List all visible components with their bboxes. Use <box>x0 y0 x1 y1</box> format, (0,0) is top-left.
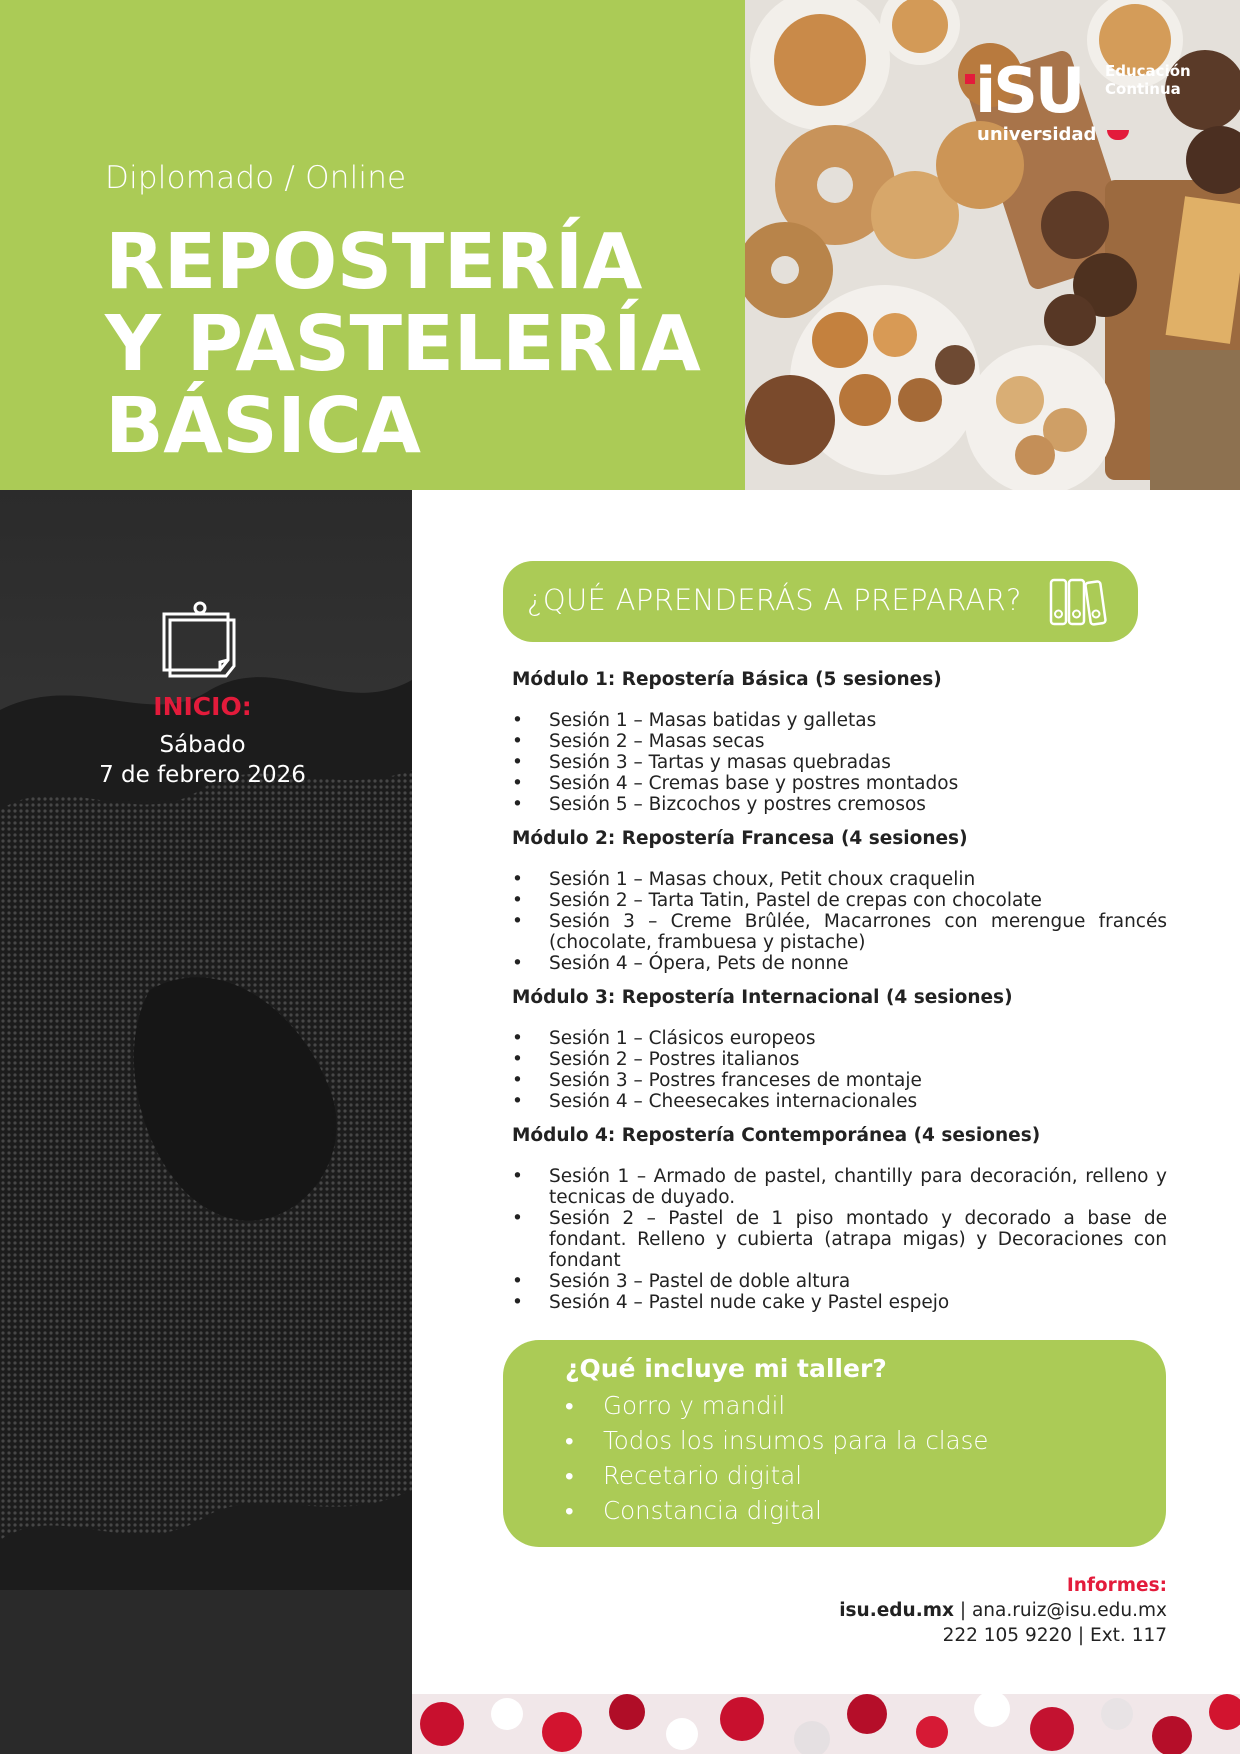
session-item: • Sesión 2 – Postres italianos <box>512 1049 1167 1070</box>
red-velvet-illustration <box>412 1694 1240 1754</box>
calendar-icon <box>160 600 242 680</box>
contact-separator: | <box>953 1600 972 1621</box>
session-item: • Sesión 1 – Armado de pastel, chantilly para decoración, relleno y tecnicas de duyado. <box>512 1166 1167 1208</box>
session-item: • Sesión 4 – Ópera, Pets de nonne <box>512 953 1167 974</box>
includes-title: ¿Qué incluye mi taller? <box>565 1354 887 1383</box>
include-item: • Todos los insumos para la clase <box>565 1423 988 1458</box>
module-title: Módulo 1: Repostería Básica (5 sesiones) <box>512 669 942 690</box>
session-item: • Sesión 3 – Pastel de doble altura <box>512 1271 1167 1292</box>
session-item: • Sesión 3 – Creme Brûlée, Macarrones con merengue francés (chocolate, frambuesa y pistache) <box>512 911 1167 953</box>
contact-label: Informes: <box>1066 1575 1167 1596</box>
logo-tagline-line2: Continua <box>1105 80 1181 98</box>
session-item: • Sesión 4 – Cremas base y postres montados <box>512 773 1167 794</box>
title-line-3: BÁSICA <box>105 382 421 471</box>
session-item: • Sesión 2 – Tarta Tatin, Pastel de crepas con chocolate <box>512 890 1167 911</box>
logo-tagline <box>1105 62 1191 98</box>
session-item: • Sesión 2 – Pastel de 1 piso montado y decorado a base de fondant. Relleno y cubierta (atrapa migas) y Decoraciones con fondant <box>512 1208 1167 1271</box>
module-title: Módulo 3: Repostería Internacional (4 sesiones) <box>512 987 1013 1008</box>
contact-info <box>740 1573 1167 1648</box>
start-date: 7 de febrero 2026 <box>99 762 306 788</box>
logo-subtitle: universidad <box>977 124 1097 145</box>
title-line-1: REPOSTERÍA <box>105 218 642 307</box>
title-line-2: Y PASTELERÍA <box>105 300 701 389</box>
session-item: • Sesión 2 – Masas secas <box>512 731 1167 752</box>
module-1 <box>512 668 1167 815</box>
module-2 <box>512 827 1167 974</box>
include-item: • Recetario digital <box>565 1458 988 1493</box>
module-3 <box>512 986 1167 1112</box>
includes-box <box>503 1340 1166 1547</box>
session-item: • Sesión 1 – Masas batidas y galletas <box>512 710 1167 731</box>
program-type: Diplomado / Online <box>105 160 407 196</box>
isu-logo <box>975 54 1195 150</box>
module-title: Módulo 4: Repostería Contemporánea (4 sesiones) <box>512 1125 1041 1146</box>
page-title <box>105 218 745 471</box>
session-item: • Sesión 4 – Cheesecakes internacionales <box>512 1091 1167 1112</box>
start-label: INICIO: <box>153 692 252 721</box>
session-item: • Sesión 5 – Bizcochos y postres cremosos <box>512 794 1167 815</box>
session-item: • Sesión 3 – Postres franceses de montaje <box>512 1070 1167 1091</box>
session-item: • Sesión 1 – Masas choux, Petit choux craquelin <box>512 869 1167 890</box>
include-item: • Gorro y mandil <box>565 1388 988 1423</box>
website-link[interactable]: isu.edu.mx <box>839 1600 954 1621</box>
session-item: • Sesión 3 – Tartas y masas quebradas <box>512 752 1167 773</box>
contact-web-email <box>740 1598 1167 1623</box>
red-velvet-photo-strip <box>412 1694 1240 1754</box>
section-title: ¿QUÉ APRENDERÁS A PREPARAR? <box>527 583 1022 617</box>
logo-wordmark: iSU <box>975 54 1083 127</box>
books-icon <box>1048 576 1108 628</box>
session-item: • Sesión 1 – Clásicos europeos <box>512 1028 1167 1049</box>
section-heading-pill <box>503 561 1138 642</box>
start-day: Sábado <box>159 732 246 758</box>
logo-tagline-line1: Educación <box>1105 62 1191 80</box>
includes-list <box>565 1388 988 1528</box>
include-item: • Constancia digital <box>565 1493 988 1528</box>
session-item: • Sesión 4 – Pastel nude cake y Pastel espejo <box>512 1292 1167 1313</box>
logo-red-square <box>965 74 975 84</box>
email-link[interactable]: ana.ruiz@isu.edu.mx <box>971 1600 1167 1621</box>
logo-red-accent <box>1107 130 1129 140</box>
module-4 <box>512 1124 1167 1313</box>
contact-phone: 222 105 9220 | Ext. 117 <box>942 1625 1167 1646</box>
module-title: Módulo 2: Repostería Francesa (4 sesiones) <box>512 828 968 849</box>
modules-list <box>512 668 1167 1325</box>
